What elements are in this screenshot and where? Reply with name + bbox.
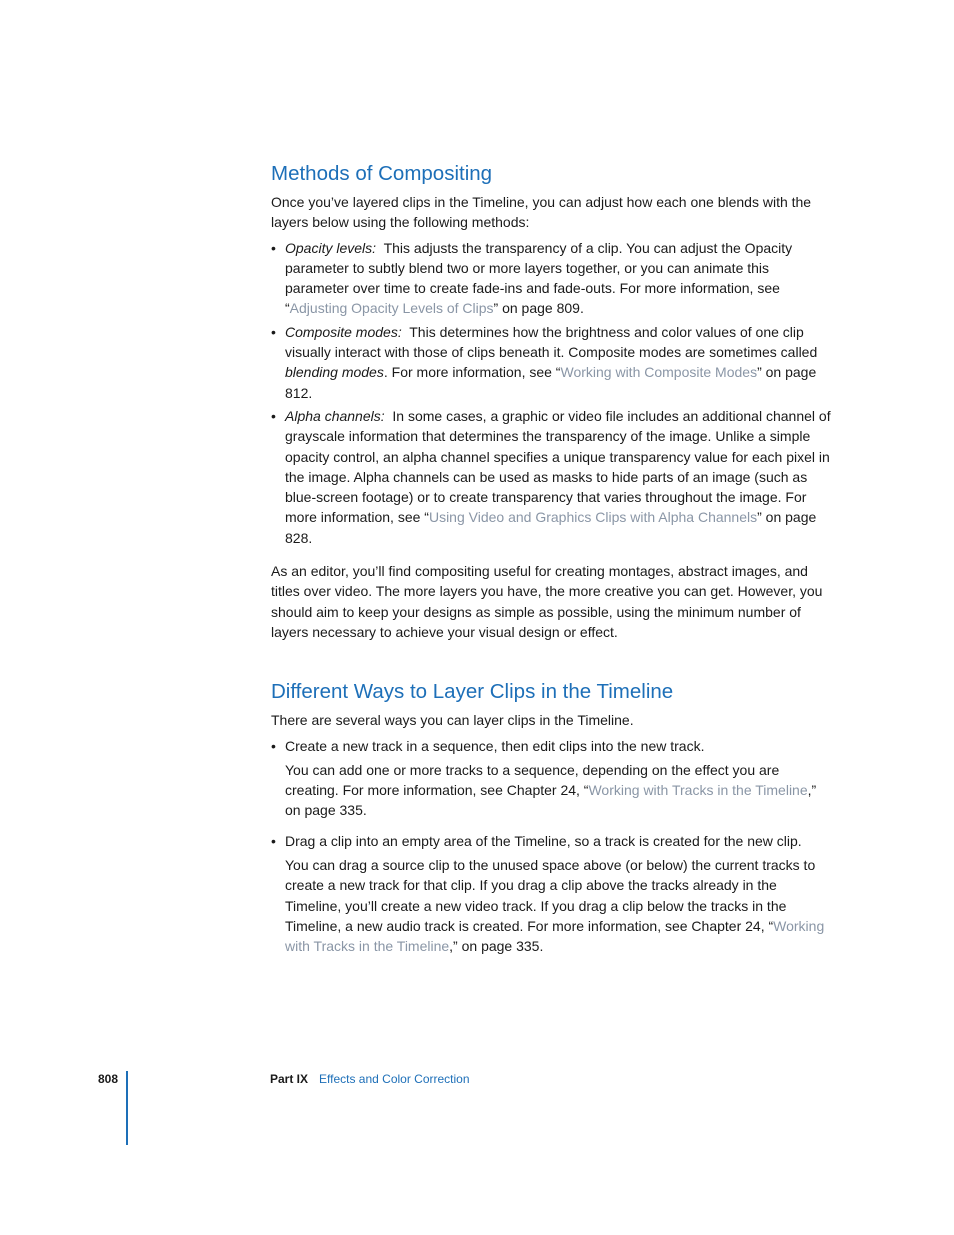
section-heading: Methods of Compositing (271, 162, 493, 185)
list-item-new-track (271, 736, 831, 821)
page-number: 808 (98, 1072, 119, 1086)
body-text: This determines how the brightness and color values of one clip visually interact with those of clips beneath it. Composite modes are sometimes called (285, 323, 818, 361)
term: Opacity levels: (285, 239, 377, 256)
section-heading: Different Ways to Layer Clips in the Timeline (271, 680, 674, 704)
body-text: Create a new track in a sequence, then edit clips into the new track. (285, 737, 705, 754)
page-reference: ,” on page 335. (449, 938, 544, 955)
bullet-icon: • (271, 407, 276, 424)
page-content (271, 160, 831, 960)
cross-reference-link[interactable]: Working with Composite Modes (560, 364, 758, 381)
layer-clips-section (271, 678, 831, 956)
sub-paragraph (285, 760, 831, 821)
body-text: In some cases, a graphic or video file includes an additional channel of grayscale information that determines the transparency of the image. Unlike a simple opacity control, an alpha channel specifies a unique transparency value for each pixel in the image. Alpha channels can be used as masks to hide parts of an image (such as blue-screen footage) or to create transparency that varies throughout the image. For more information, see “ (285, 407, 831, 526)
term: Alpha channels: (285, 407, 385, 424)
body-text: This adjusts the transparency of a clip. You can adjust the Opacity parameter to subtly blend two or more layers together, or you can animate this parameter over time to create fade-ins and fade-outs. For more information, see “ (285, 239, 793, 317)
part-label: Part IX (270, 1072, 309, 1086)
list-item-drag-clip (271, 831, 831, 957)
closing-paragraph: As an editor, you’ll find compositing useful for creating montages, abstract images, and titles over video. The more layers you have, the more creative you can get. However, you should aim to keep your designs as simple as possible, using the minimum number of layers necessary to achieve your visual design or effect. (271, 563, 823, 640)
cross-reference-link[interactable]: Working with Tracks in the Timeline (588, 782, 808, 799)
body-text: Drag a clip into an empty area of the Timeline, so a track is created for the new clip. (285, 832, 802, 849)
ways-list (271, 736, 831, 957)
cross-reference-link[interactable]: Adjusting Opacity Levels of Clips (289, 300, 494, 317)
page-reference: ” on page 812. (285, 364, 817, 401)
cross-reference-link[interactable]: Working with Tracks in the Timeline (285, 917, 825, 955)
body-text: You can add one or more tracks to a sequence, depending on the effect you are creating. For more information, see Chapter 24, “ (285, 761, 780, 799)
list-item-alpha-channels (271, 406, 831, 548)
body-text: You can drag a source clip to the unused space above (or below) the current tracks to create a new track for that clip. If you drag a clip above the tracks already in the Timeline, you’ll create a new video track. If you drag a clip below the tracks in the Timeline, a new audio track is created. For more information, see Chapter 24, “ (285, 857, 816, 934)
methods-of-compositing-section (271, 160, 831, 642)
page-reference: ” on page 828. (285, 509, 817, 546)
bullet-icon: • (271, 239, 276, 256)
part-title-link[interactable]: Effects and Color Correction (319, 1072, 470, 1086)
emphasis: blending modes (285, 364, 384, 381)
page-reference: ,” on page 335. (285, 782, 817, 819)
footer-rule (126, 1071, 128, 1145)
body-text: . For more information, see “ (383, 364, 561, 381)
page-reference: ” on page 809. (493, 300, 584, 317)
bullet-icon: • (271, 323, 276, 340)
term: Composite modes: (285, 323, 402, 340)
sub-paragraph (285, 855, 831, 956)
list-item-opacity-levels (271, 238, 831, 319)
intro-paragraph: Once you’ve layered clips in the Timeline, you can adjust how each one blends with the layers below using the following methods: (271, 194, 812, 231)
cross-reference-link[interactable]: Using Video and Graphics Clips with Alpha Channels (428, 509, 758, 526)
list-item-composite-modes (271, 322, 831, 403)
intro-paragraph: There are several ways you can layer clips in the Timeline. (271, 712, 634, 729)
methods-list (271, 238, 831, 548)
bullet-icon: • (271, 737, 276, 754)
bullet-icon: • (271, 832, 276, 849)
